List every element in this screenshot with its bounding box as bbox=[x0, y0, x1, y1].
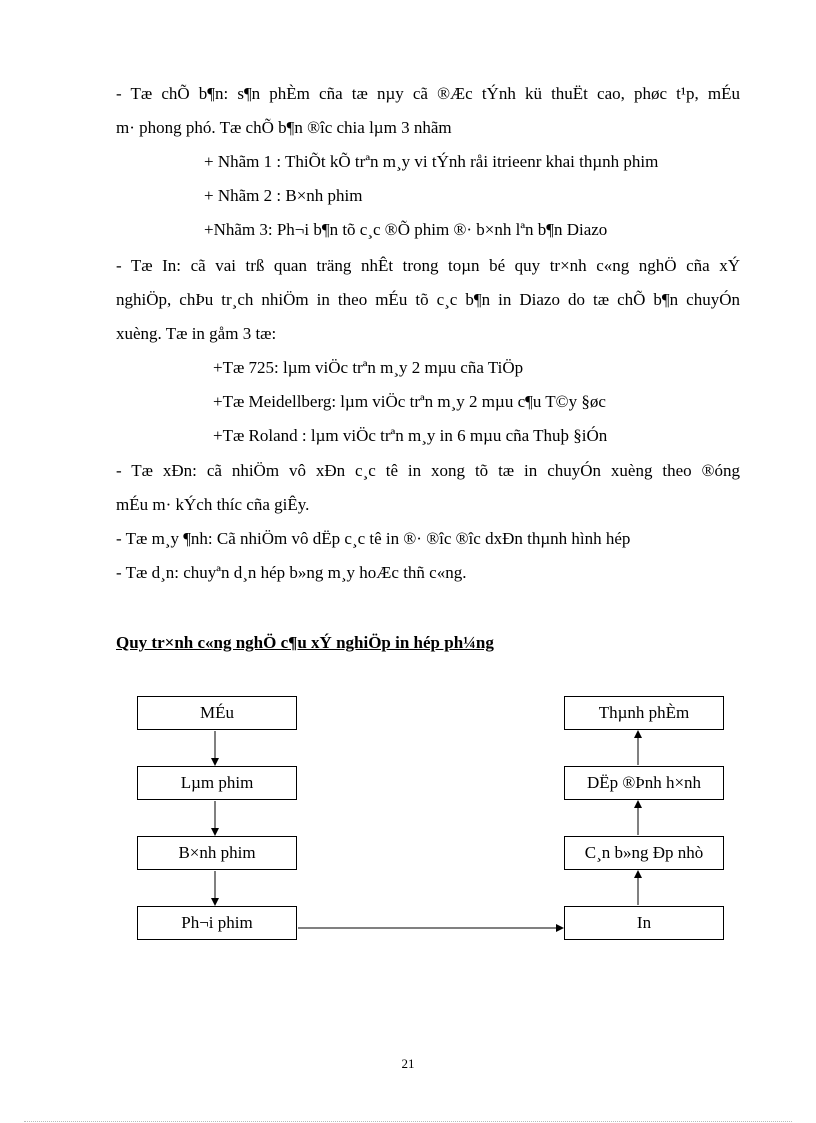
group-item-2: + Nhãm 2 : B×nh phim bbox=[204, 186, 363, 205]
flow-box-dap-dinh-hinh: DËp ®Þnh h×nh bbox=[564, 766, 724, 800]
section-heading: Quy tr×nh c«ng nghÖ c¶u xÝ nghiÖp in hép ph¼ng bbox=[116, 633, 494, 652]
paragraph-to-may-anh: - Tæ m¸y ¶nh: Cã nhiÖm vô dËp c¸c tê in ®· ®îc ®îc dxÐn thµnh hình hép bbox=[116, 529, 631, 548]
paragraph-to-in-line-3: xuèng. Tæ in gåm 3 tæ: bbox=[116, 324, 277, 343]
page-number: 21 bbox=[401, 1056, 415, 1071]
paragraph-che-ban-line-2: m· phong phó. Tæ chÕ b¶n ®îc chia lµm 3 nhãm bbox=[116, 118, 452, 137]
team-item-3: +Tæ Roland : lµm viÖc trªn m¸y in 6 mµu cña Thuþ §iÓn bbox=[213, 426, 608, 445]
flow-box-mau: MÉu bbox=[137, 696, 297, 730]
flow-box-binh-phim: B×nh phim bbox=[137, 836, 297, 870]
group-item-1: + Nhãm 1 : ThiÕt kÕ trªn m¸y vi tÝnh råi itrieenr khai thµnh phim bbox=[204, 152, 659, 171]
page-bottom-divider bbox=[24, 1121, 792, 1122]
flow-box-lam-phim: Lµm phim bbox=[137, 766, 297, 800]
flow-box-phoi-phim: Ph¬i phim bbox=[137, 906, 297, 940]
flow-box-in: In bbox=[564, 906, 724, 940]
flow-box-thanh-pham: Thµnh phÈm bbox=[564, 696, 724, 730]
paragraph-to-in-line-1: - Tæ In: cã vai trß quan träng nhÊt trong toµn bé quy tr×nh c«ng nghÖ cña xÝ bbox=[116, 256, 740, 275]
paragraph-to-in-line-2: nghiÖp, chÞu tr¸ch nhiÖm in theo mÉu tõ c¸c b¶n in Diazo do tæ chÕ b¶n chuyÓn bbox=[116, 290, 740, 309]
flow-box-can-bang-ep-nho: C¸n b»ng Ðp nhò bbox=[564, 836, 724, 870]
paragraph-to-xen-line-1: - Tæ xÐn: cã nhiÖm vô xÐn c¸c tê in xong tõ tæ in chuyÓn xuèng theo ®óng bbox=[116, 461, 740, 480]
group-item-3: +Nhãm 3: Ph¬i b¶n tõ c¸c ®Õ phim ®· b×nh lªn b¶n Diazo bbox=[204, 220, 608, 239]
team-item-1: +Tæ 725: lµm viÖc trªn m¸y 2 mµu cña TiÖp bbox=[213, 358, 524, 377]
paragraph-to-xen-line-2: mÉu m· kÝch thíc cña giÊy. bbox=[116, 495, 310, 514]
team-item-2: +Tæ Meidellberg: lµm viÖc trªn m¸y 2 mµu c¶u T©y §øc bbox=[213, 392, 606, 411]
paragraph-che-ban-line-1: - Tæ chÕ b¶n: s¶n phÈm cña tæ nµy cã ®Æc tÝnh kü thuËt cao, phøc t¹p, mÉu bbox=[116, 84, 740, 103]
paragraph-to-dan: - Tæ d¸n: chuyªn d¸n hép b»ng m¸y hoÆc thñ c«ng. bbox=[116, 563, 467, 582]
